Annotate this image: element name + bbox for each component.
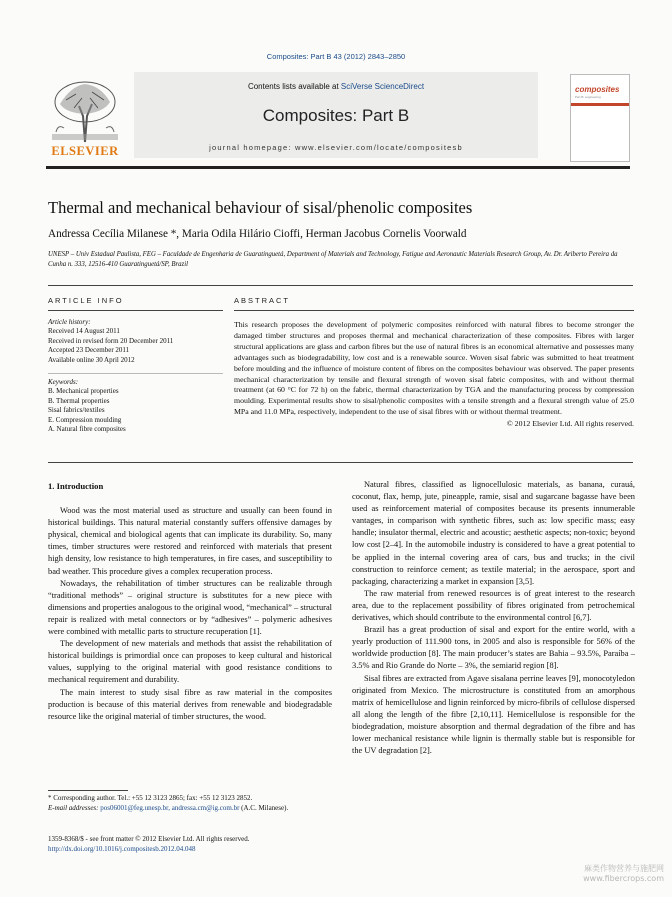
abstract-rule [234, 310, 634, 311]
email-suffix: (A.C. Milanese). [241, 803, 289, 812]
journal-title: Composites: Part B [262, 106, 410, 125]
keywords [48, 378, 223, 434]
history-item: Received 14 August 2011 [48, 327, 120, 336]
cover-title: composites [575, 85, 620, 94]
abstract [234, 320, 634, 430]
keyword-item: A. Natural fibre composites [48, 425, 126, 434]
sciverse-link[interactable]: SciVerse ScienceDirect [340, 82, 425, 91]
footnote-rule [48, 790, 128, 791]
abstract-copyright: © 2012 Elsevier Ltd. All rights reserved. [506, 419, 634, 429]
body-paragraph: Sisal fibres are extracted from Agave sisalana perrine leaves [9], monocotyledon originated from Mexico. The microstructure is constituted from an amorphous matrix of hemicellulose and lignin reinforced by micro-fibrils of cellulose dispersed all along the length of the fibre [2,10,11]. Hemicellulose is responsible for the biodegradation, moisture absorption and thermal degradation of the fibre and has lower mechanical resistance while lignin is thermally stable but is responsible for the UV degradation [2]. [352, 673, 635, 756]
footnote [48, 794, 333, 813]
cover-band [571, 103, 629, 106]
body-paragraph: The development of new materials and methods that assist the rehabilitation of historical buildings is primordial once can proposes to keep cultural and historical values, supplying to the original material with good resistance conditions to mechanical requirement and durability. [48, 639, 332, 685]
body-right-column [352, 479, 635, 757]
divider-top [48, 285, 633, 286]
body-paragraph: The raw material from renewed resources is of great interest to the research area, due to the replacement possibility of fibres originated from petrochemical derivatives, which should contribute to the environmental control [6,7]. [352, 588, 635, 623]
info-rule [48, 310, 223, 311]
section-heading: 1. Introduction [48, 481, 104, 491]
publisher-name: ELSEVIER [51, 144, 119, 158]
history-item: Received in revised form 20 December 2011 [48, 336, 174, 345]
article-title: Thermal and mechanical behaviour of sisal/phenolic composites [48, 198, 473, 217]
body-paragraph: Nowadays, the rehabilitation of timber structures can be realizable through “traditional methods” – original structure is substitutes for a new piece with dimensions and properties analogous to the original wood, “mechanical” – structural repair is realized with metal connectors or by “adhesives” – polymeric adhesives were combined with metallic parts to structure recuperation [1]. [48, 578, 332, 637]
email-label: E-mail addresses: [48, 803, 99, 812]
corresponding-author: * Corresponding author. Tel.: +55 12 3123 2865; fax: +55 12 3123 2852. [48, 794, 253, 802]
citation-link[interactable]: Composites: Part B 43 (2012) 2843–2850 [266, 52, 406, 61]
history-label: Article history: [48, 318, 91, 326]
divider-body [48, 462, 633, 463]
doi-link[interactable]: http://dx.doi.org/10.1016/j.compositesb.2012.04.048 [48, 844, 196, 853]
front-matter [48, 835, 348, 854]
abstract-heading: ABSTRACT [234, 296, 291, 305]
abstract-text: This research proposes the development of polymeric composites reinforced with natural fibres to become stronger the damaged timber structures and proposes thermal and mechanical characterization of these composites. Fibres with larger structural applications are glass and carbon fibres but the use of natural fibres is an economical alternative and possesses many advantages such as biodegradability, low cost and is a renewable source. Woven sisal fabric was submitted to heat treatment before moulding and the influence of moisture content of fibres on the composites behaviour was observed. The paper presents mechanical characterization by tensile and flexural strength of woven sisal fabric composites, with and without thermal treatment (at 60 °C for 72 h) on the fabric, thermal characterization by TGA and the manufacturing process by compression moulding. Experimental results show to sisal/phenolic composites with a tensile strength and a flexural strength value of 25.0 MPa and 11.0 MPa, respectively, independent to the use of sisal fibres with or without thermal treatment. [234, 320, 634, 417]
masthead [46, 72, 630, 169]
email-links[interactable]: pos06001@feg.unesp.br, andressa.cm@ig.com.br [100, 803, 240, 812]
site-watermark [583, 864, 664, 884]
article-info-heading: ARTICLE INFO [48, 296, 124, 305]
body-paragraph: The main interest to study sisal fibre as raw material in the composites production is because of this material derives from renewable and biodegradable resource like the original material of timber structures, the wood. [48, 687, 332, 721]
keyword-item: B. Mechanical properties [48, 387, 119, 396]
contents-line [134, 82, 538, 91]
cover-subtitle: Part B: engineering [575, 95, 601, 99]
keyword-item: Sisal fabrics/textiles [48, 406, 105, 415]
masthead-center [134, 72, 538, 158]
watermark-line: 麻类作物营养与施肥网 [584, 864, 664, 873]
history-item: Accepted 23 December 2011 [48, 346, 130, 355]
issn-line: 1359-8368/$ - see front matter © 2012 Elsevier Ltd. All rights reserved. [48, 835, 250, 843]
article-authors: Andressa Cecília Milanese *, Maria Odila Hilário Cioffi, Herman Jacobus Cornelis Voorwald [48, 228, 467, 240]
body-paragraph: Natural fibres, classified as lignocellulosic materials, as banana, curauá, coconut, flax, hemp, jute, pineapple, ramie, sisal and sugarcane bagasse have been used as reinforcement material of composites because its presents innumerable vantages, in comparison with synthetic fibres, such as: low specific mass; easy handle; insulator thermal, electric and acoustic; aesthetic aspects; non-toxic; beyond low cost [2–4]. In the automobile industry is considered to have a great potential to be applied in the internal covering area of cars, bus and trucks; in the civil construction to reinforce cement; as textile material; in the aerospace, sport and packaging, characterizing a market in expansion [3,5]. [352, 480, 635, 586]
info-divider [48, 373, 223, 374]
keyword-item: B. Thermal properties [48, 396, 110, 405]
body-paragraph: Brazil has a great production of sisal and export for the entire world, with a yearly production of 111.900 tons, in 2005 and also is responsible for 56% of the worldwide production [8]. The main producer’s states are Bahia – 93.5%, Paraíba – 3.5% and Rio Grande do Norte – 3%, the semiarid region [8]. [352, 625, 635, 671]
keywords-label: Keywords: [48, 378, 79, 386]
email-line [48, 804, 333, 814]
author-affiliation: UNESP – Univ Estadual Paulista, FEG – Faculdade de Engenharia de Guaratinguetá, Department of Materials and Technology, Fatigue and Aeronautic Materials Research Group, Av. Dr. Ariberto Pereira da Cunha n. 333, 12516-410 Guaratinguetá/SP, Brazil [48, 251, 618, 268]
journal-cover-thumbnail [570, 74, 630, 162]
body-paragraph: Wood was the most material used as structure and usually can been found in historical buildings. This natural material constantly suffers offensive damages by physical, chemical and biological agents that can implicate its durability. So, many times, timber structures were restored and reinforced with materials that present high density, low resistance to high temperatures, in fire cases, and susceptibility to bad weather. This procedure gives a complex recuperation process. [48, 506, 332, 576]
article-history [48, 318, 223, 365]
contents-prefix: Contents lists available at [247, 82, 341, 91]
journal-homepage[interactable]: journal homepage: www.elsevier.com/locate/compositesb [209, 143, 463, 152]
keyword-item: E. Compression moulding [48, 415, 122, 424]
history-item: Available online 30 April 2012 [48, 355, 135, 364]
watermark-line: www.fibercrops.com [583, 874, 664, 883]
body-left-column [48, 480, 332, 723]
